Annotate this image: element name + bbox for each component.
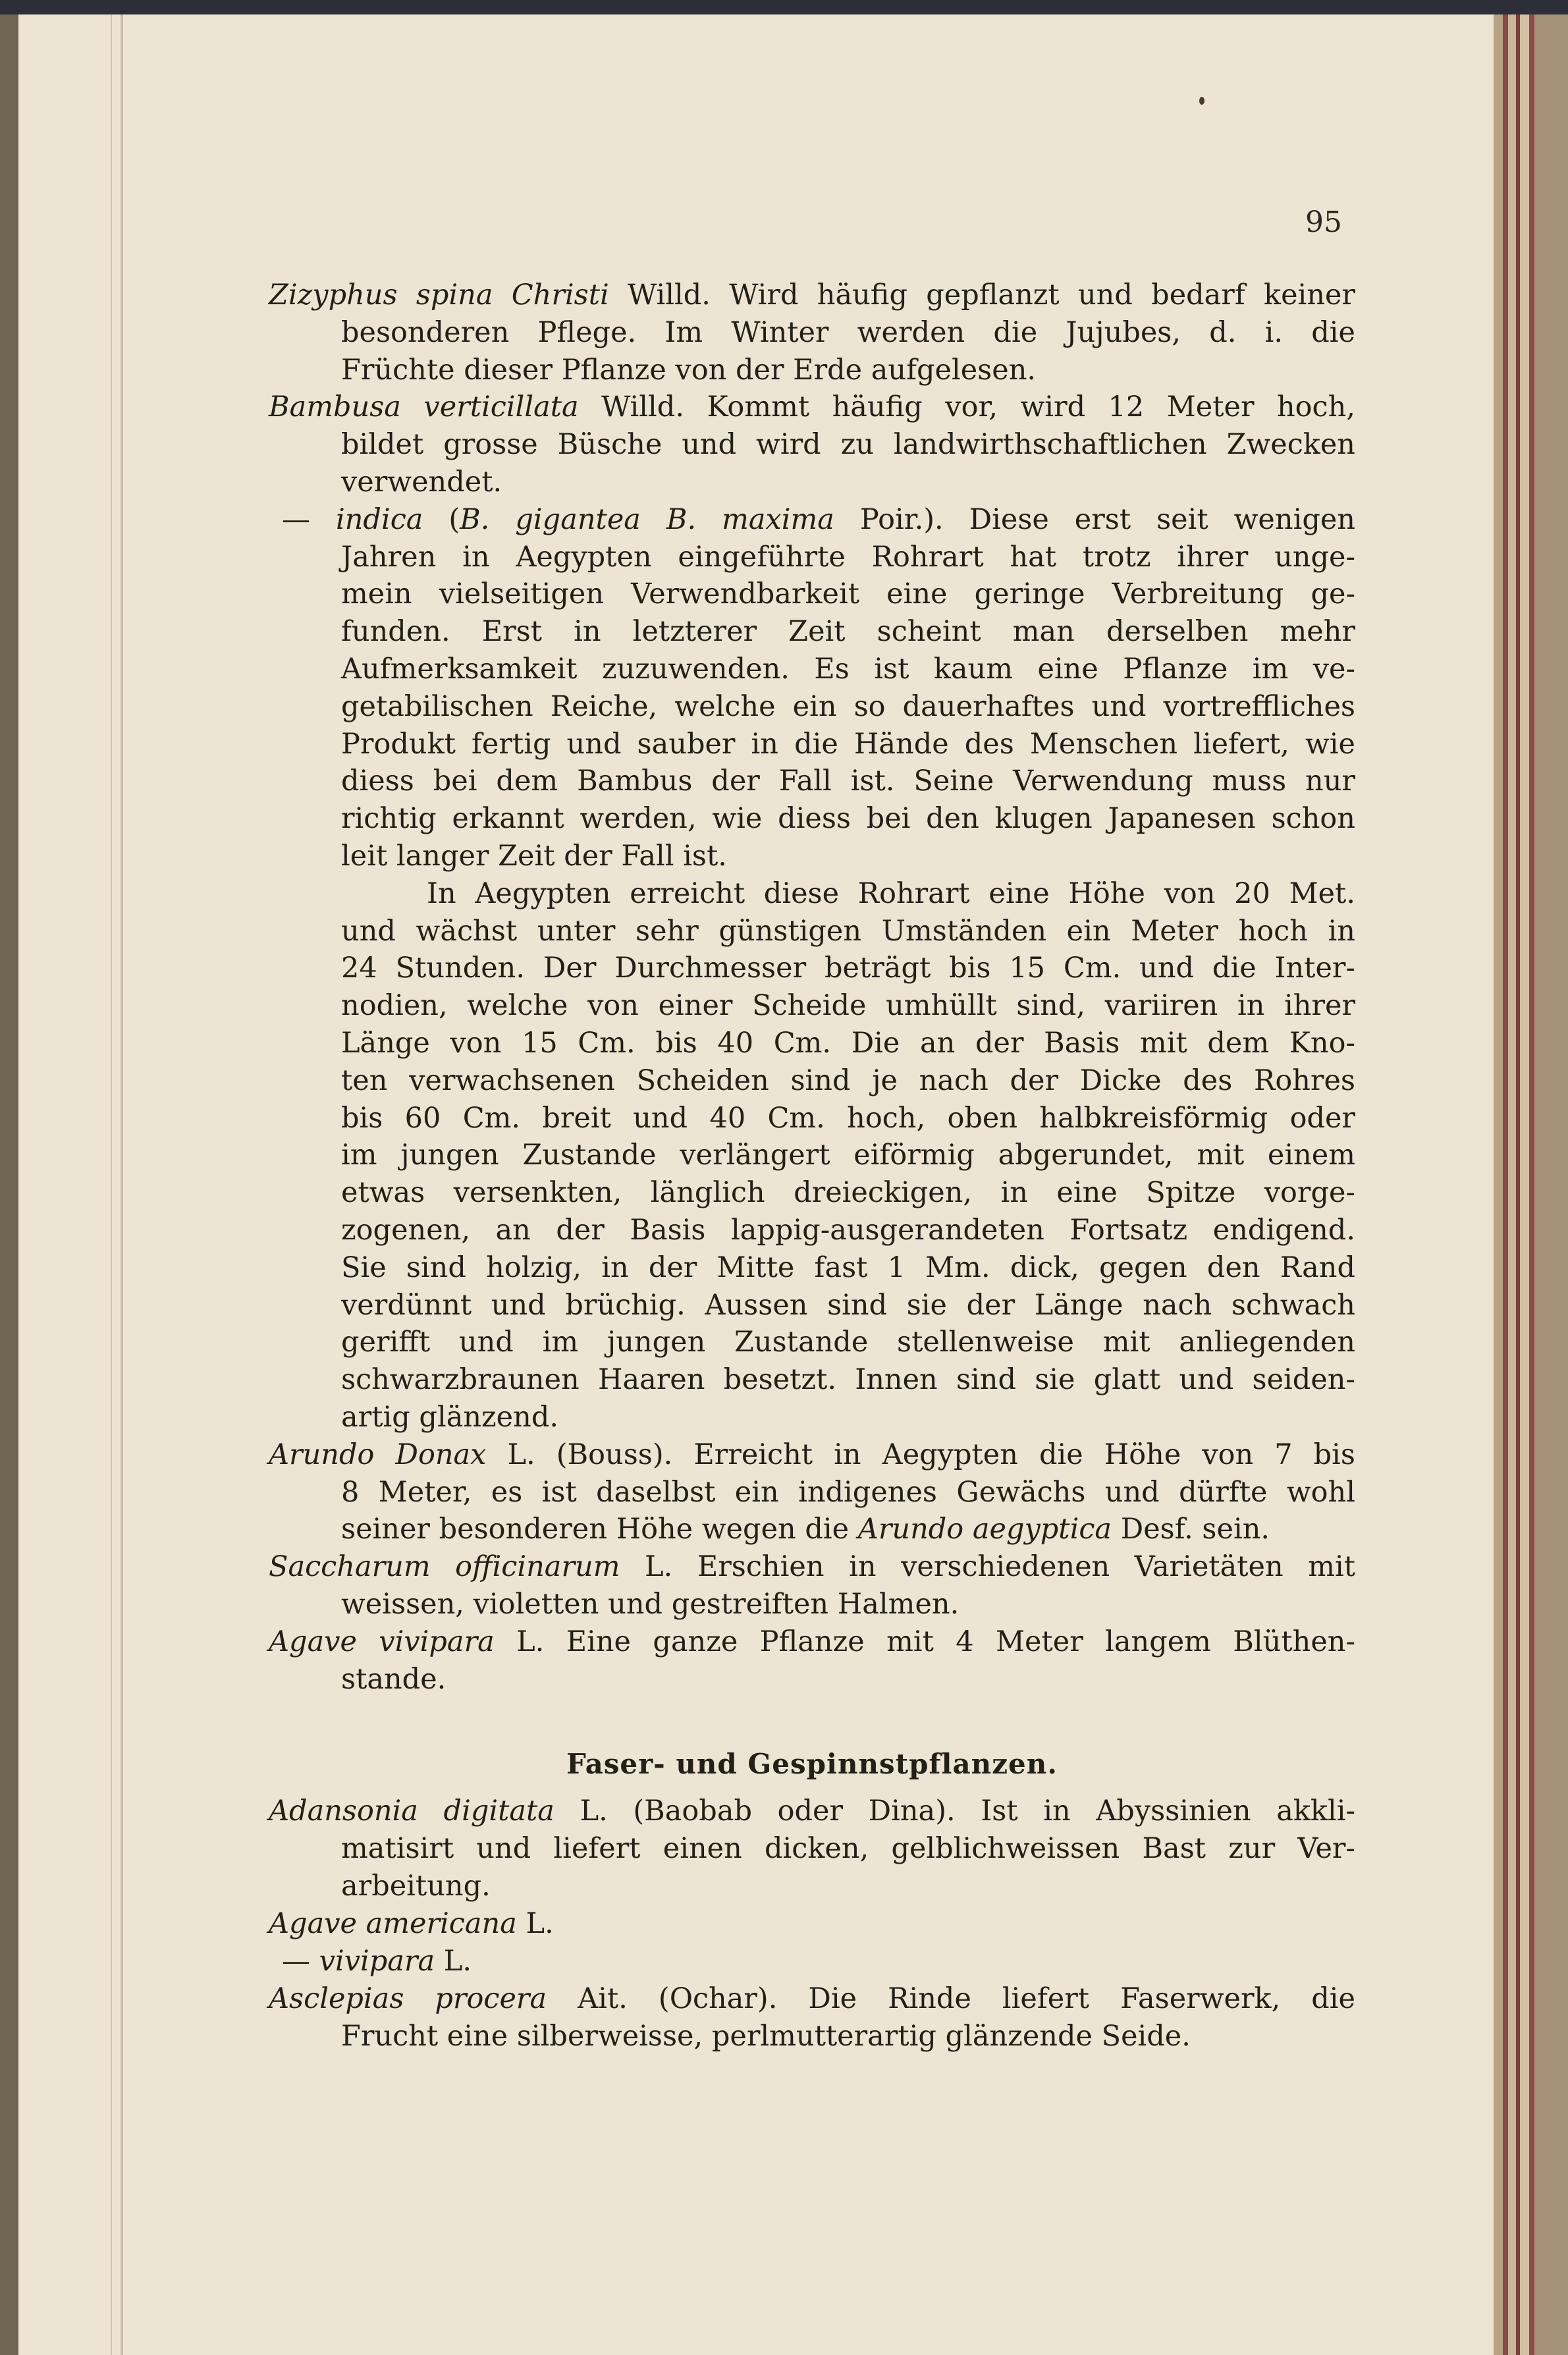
text-line — [269, 389, 1355, 425]
text-run: ten verwachsenen Scheiden sind je nach der Dicke des Rohres — [341, 1064, 1355, 1097]
text-line — [341, 838, 1355, 875]
text-run: matisirt und liefert einen dicken, gelblichweissen Bast zur Ver- — [341, 1832, 1355, 1865]
text-line — [282, 1943, 1355, 1980]
species-name: Arundo aegyptica — [857, 1513, 1112, 1546]
scan-top-edge — [0, 0, 1568, 14]
text-run: ( — [423, 502, 460, 536]
text-run: artig glänzend. — [341, 1401, 559, 1434]
text-run: weissen, violetten und gestreiften Halmen. — [341, 1588, 960, 1621]
text-line — [269, 1980, 1355, 2017]
text-line — [341, 1025, 1355, 1062]
page-edge — [1508, 14, 1516, 2355]
text-run: bis 60 Cm. breit und 40 Cm. hoch, oben halbkreisförmig oder — [341, 1101, 1355, 1135]
text-run: bildet grosse Büsche und wird zu landwirthschaftlichen Zwecken — [341, 428, 1355, 462]
text-line — [341, 1586, 1355, 1623]
gutter-shadow — [111, 14, 112, 2355]
text-line — [341, 352, 1355, 389]
species-name: Agave vivipara — [269, 1625, 495, 1658]
text-line — [341, 1137, 1355, 1174]
text-run: Willd. Wird häufig gepflanzt und bedarf keiner — [608, 279, 1355, 311]
text-run: zogenen, an der Basis lappig-ausgerandeten Fortsatz endigend. — [341, 1214, 1355, 1247]
text-line — [341, 913, 1355, 950]
text-run: Jahren in Aegypten eingeführte Rohrart hat trotz ihrer unge- — [341, 540, 1355, 574]
text-run: stande. — [341, 1662, 446, 1696]
text-run: L. Erschien in verschiedenen Varietäten mit — [620, 1550, 1356, 1584]
text-line — [341, 800, 1355, 837]
page-number: 95 — [1305, 205, 1342, 239]
text-line — [341, 688, 1355, 725]
text-run: L. (Baobab oder Dina). Ist in Abyssinien akkli- — [554, 1795, 1355, 1827]
text-run: — — [282, 502, 336, 536]
text-run: Poir.). Diese erst seit wenigen — [834, 502, 1355, 536]
text-run: nodien, welche von einer Scheide umhüllt sind, variiren in ihrer — [341, 989, 1355, 1023]
text-line — [341, 1399, 1355, 1436]
text-line — [269, 1548, 1355, 1585]
text-line — [341, 613, 1355, 650]
text-run: 8 Meter, es ist daselbst ein indigenes Gewächs und dürfte wohl — [341, 1475, 1355, 1509]
text-line — [341, 1287, 1355, 1324]
text-run: Desf. sein. — [1112, 1513, 1270, 1546]
text-run: L. — [435, 1945, 472, 1978]
text-line — [341, 763, 1355, 799]
text-line — [341, 1830, 1355, 1867]
species-name: Saccharum officinarum — [269, 1550, 620, 1584]
text-run: verwendet. — [341, 466, 502, 499]
text-run: Aufmerksamkeit zuzuwenden. Es ist kaum eine Pflanze im ve- — [341, 653, 1355, 686]
text-line — [341, 2018, 1355, 2055]
text-run: L. Eine ganze Pflanze mit 4 Meter langem Blüthen- — [494, 1625, 1355, 1658]
text-line — [427, 875, 1355, 912]
text-line — [341, 1511, 1355, 1548]
text-run: diess bei dem Bambus der Fall ist. Seine Verwendung muss nur — [341, 765, 1355, 798]
text-run: 24 Stunden. Der Durchmesser beträgt bis 15 Cm. und die Inter- — [341, 952, 1355, 985]
text-run: Sie sind holzig, in der Mitte fast 1 Mm. dick, gegen den Rand — [341, 1251, 1355, 1284]
text-run: verdünnt und brüchig. Aussen sind sie der Länge nach schwach — [341, 1288, 1355, 1322]
page-edge — [1520, 14, 1529, 2355]
text-run: mein vielseitigen Verwendbarkeit eine geringe Verbreitung ge- — [341, 578, 1355, 611]
text-run: schwarzbraunen Haaren besetzt. Innen sind sie glatt und seiden- — [341, 1363, 1355, 1397]
text-run: Ait. (Ochar). Die Rinde liefert Faserwerk, die — [547, 1982, 1355, 2015]
ink-speck — [1199, 97, 1204, 105]
page-edge — [1529, 14, 1534, 2355]
text-run: arbeitung. — [341, 1870, 491, 1903]
page-edge — [1503, 14, 1508, 2355]
section-heading: Faser- und Gespinnstpflanzen. — [566, 1748, 1058, 1780]
text-line — [341, 1361, 1355, 1398]
text-line — [341, 1062, 1355, 1099]
text-run: L. (Bouss). Erreicht in Aegypten die Höhe von 7 bis — [486, 1438, 1355, 1471]
text-run: leit langer Zeit der Fall ist. — [341, 840, 727, 873]
text-run: Frucht eine silberweisse, perlmutterartig glänzende Seide. — [341, 2020, 1191, 2053]
text-line — [341, 539, 1355, 576]
text-run: etwas versenkten, länglich dreieckigen, in eine Spitze vorge- — [341, 1176, 1355, 1210]
species-name: Bambusa verticillata — [269, 391, 579, 424]
text-line — [341, 950, 1355, 987]
text-line — [269, 1623, 1355, 1660]
text-run: im jungen Zustande verlängert eiförmig abgerundet, mit einem — [341, 1139, 1355, 1172]
page-edge — [1494, 14, 1503, 2355]
text-run: richtig erkannt werden, wie diess bei den klugen Japanesen schon — [341, 802, 1355, 836]
text-line — [341, 651, 1355, 688]
text-run: getabilischen Reiche, welche ein so dauerhaftes und vortreffliches — [341, 690, 1355, 723]
text-run: gerifft und im jungen Zustande stellenweise mit anliegenden — [341, 1326, 1355, 1359]
text-line — [341, 726, 1355, 763]
book-page — [18, 14, 1494, 2355]
species-name: Asclepias procera — [269, 1982, 547, 2015]
text-run: Länge von 15 Cm. bis 40 Cm. Die an der Basis mit dem Kno- — [341, 1027, 1355, 1060]
text-run: — — [282, 1945, 319, 1978]
text-run: Früchte dieser Pflanze von der Erde aufgelesen. — [341, 353, 1037, 387]
text-line — [341, 1324, 1355, 1361]
text-line — [341, 1174, 1355, 1211]
text-line — [341, 1661, 1355, 1698]
text-line — [341, 1868, 1355, 1905]
text-line — [341, 1474, 1355, 1511]
text-line — [269, 277, 1355, 313]
text-line — [341, 464, 1355, 501]
text-line — [341, 1249, 1355, 1286]
text-run: besonderen Pflege. Im Winter werden die Jujubes, d. i. die — [341, 315, 1355, 349]
text-line — [341, 314, 1355, 351]
species-name: Adansonia digitata — [269, 1795, 554, 1827]
text-run: und wächst unter sehr günstigen Umständen ein Meter hoch in — [341, 914, 1355, 948]
species-name: Zizyphus spina Christi — [269, 279, 609, 311]
text-line — [341, 576, 1355, 612]
gutter-line — [121, 14, 123, 2355]
species-name: B. gigantea B. maxima — [460, 502, 834, 536]
text-run: seiner besonderen Höhe wegen die — [341, 1513, 858, 1546]
text-line — [269, 1436, 1355, 1473]
text-line — [341, 426, 1355, 463]
text-line — [341, 987, 1355, 1024]
species-name: vivipara — [319, 1945, 435, 1978]
text-run: Produkt fertig und sauber in die Hände des Menschen liefert, wie — [341, 727, 1355, 761]
text-line — [282, 501, 1355, 538]
text-run: funden. Erst in letzterer Zeit scheint man derselben mehr — [341, 615, 1355, 649]
species-name: Agave americana — [269, 1907, 517, 1940]
text-run: L. — [516, 1907, 554, 1940]
text-line — [269, 1905, 1355, 1942]
text-line — [341, 1100, 1355, 1137]
species-name: Arundo Donax — [269, 1438, 487, 1471]
text-line — [341, 1212, 1355, 1249]
text-run: Willd. Kommt häufig vor, wird 12 Meter hoch, — [578, 391, 1355, 424]
book-spine — [0, 14, 18, 2355]
text-run: In Aegypten erreicht diese Rohrart eine Höhe von 20 Met. — [427, 877, 1355, 910]
page-edge — [1534, 14, 1568, 2355]
text-line — [269, 1793, 1355, 1829]
species-name: indica — [335, 502, 423, 536]
